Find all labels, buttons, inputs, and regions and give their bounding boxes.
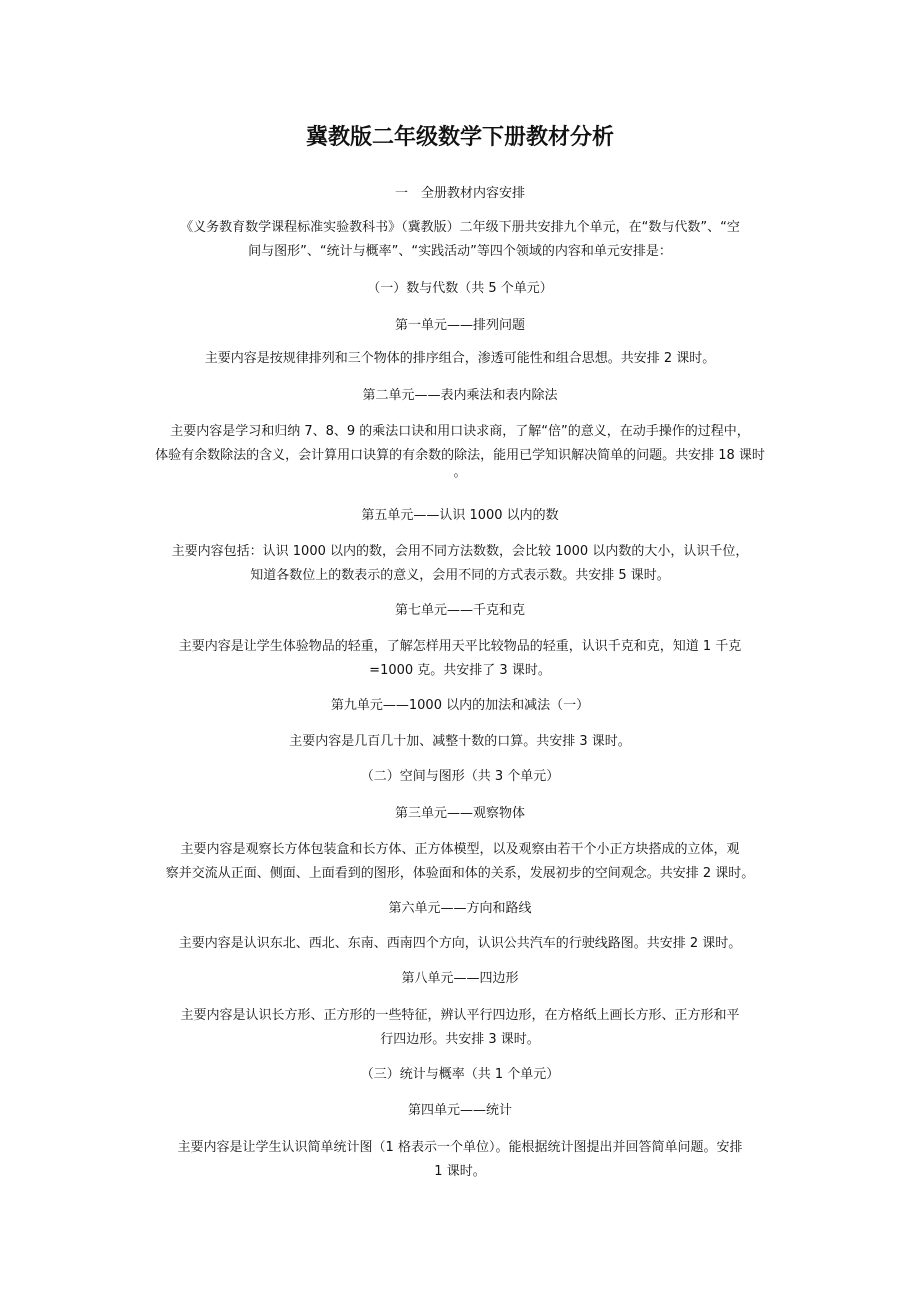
part-heading-space-shapes: （二）空间与图形（共 3 个单元）: [360, 769, 560, 784]
unit-title: 第九单元——1000 以内的加法和减法（一）: [330, 698, 590, 713]
unit-title: 第三单元——观察物体: [394, 806, 525, 821]
unit-description-line: 主要内容是让学生体验物品的轻重，了解怎样用天平比较物品的轻重，认识千克和克，知道 1 千克: [178, 639, 742, 654]
unit-description-line: 主要内容是认识长方形、正方形的一些特征，辨认平行四边形，在方格纸上画长方形、正方形和平: [180, 1008, 740, 1023]
unit-description-line: 行四边形。共安排 3 课时。: [380, 1032, 540, 1047]
unit-title: 第八单元——四边形: [401, 971, 519, 986]
unit-title: 第七单元——千克和克: [394, 603, 525, 618]
unit-description-line: 主要内容是几百几十加、减整十数的口算。共安排 3 课时。: [289, 734, 631, 749]
unit-title: 第六单元——方向和路线: [388, 901, 532, 916]
unit-description-line: 主要内容是认识东北、西北、东南、西南四个方向，认识公共汽车的行驶线路图。共安排 2 课时。: [178, 936, 742, 951]
unit-description-line: 知道各数位上的数表示的意义，会用不同的方式表示数。共安排 5 课时。: [250, 568, 670, 583]
unit-description-line: 主要内容是观察长方体包装盒和长方体、正方体模型，以及观察由若干个小正方块搭成的立体，观: [180, 842, 740, 857]
unit-description: [140, 932, 780, 956]
unit-description: [140, 635, 780, 683]
unit-title: 第四单元——统计: [407, 1103, 512, 1118]
unit-title: 第五单元——认识 1000 以内的数: [361, 508, 559, 523]
unit-description-line: 1 课时。: [434, 1164, 486, 1179]
unit-description: [140, 1136, 780, 1184]
unit-description: [140, 838, 780, 886]
unit-title: 第一单元——排列问题: [394, 318, 525, 333]
unit-description: [140, 540, 780, 588]
intro-line: 《义务教育数学课程标准实验教科书》（冀教版）二年级下册共安排九个单元，在“数与代数”、“空: [180, 220, 740, 235]
part-heading-number-algebra: （一）数与代数（共 5 个单元）: [367, 281, 553, 296]
unit-title: 第二单元——表内乘法和表内除法: [362, 388, 558, 403]
unit-description-line: =1000 克。共安排了 3 课时。: [369, 663, 551, 678]
intro-line: 间与图形”、“统计与概率”、“实践活动”等四个领域的内容和单元安排是：: [248, 244, 672, 259]
section-heading: 一 全册教材内容安排: [394, 186, 525, 201]
unit-description: [140, 1004, 780, 1052]
part-heading-statistics: （三）统计与概率（共 1 个单元）: [360, 1067, 560, 1082]
unit-description-line: 主要内容是学习和归纳 7、8、9 的乘法口诀和用口诀求商，了解“倍”的意义，在动手操作的过程中，: [170, 424, 750, 439]
unit-description: [140, 730, 780, 754]
unit-description-line: 察并交流从正面、侧面、上面看到的图形，体验面和体的关系，发展初步的空间观念。共安排 2 课时。: [165, 866, 755, 881]
unit-description-line: 。: [453, 465, 467, 480]
unit-description-line: 体验有余数除法的含义，会计算用口诀算的有余数的除法，能用已学知识解决简单的问题。共安排 18 课时: [155, 448, 765, 463]
intro-paragraph: [140, 216, 780, 264]
document-title: 冀教版二年级数学下册教材分析: [305, 124, 614, 150]
unit-description: [140, 347, 780, 371]
unit-description-line: 主要内容包括：认识 1000 以内的数，会用不同方法数数，会比较 1000 以内数的大小，认识千位，: [171, 544, 749, 559]
unit-description-line: 主要内容是按规律排列和三个物体的排序组合，渗透可能性和组合思想。共安排 2 课时。: [204, 351, 716, 366]
unit-description: [138, 420, 782, 478]
unit-description-line: 主要内容是让学生认识简单统计图（1 格表示一个单位）。能根据统计图提出并回答简单问题。安排: [177, 1140, 743, 1155]
